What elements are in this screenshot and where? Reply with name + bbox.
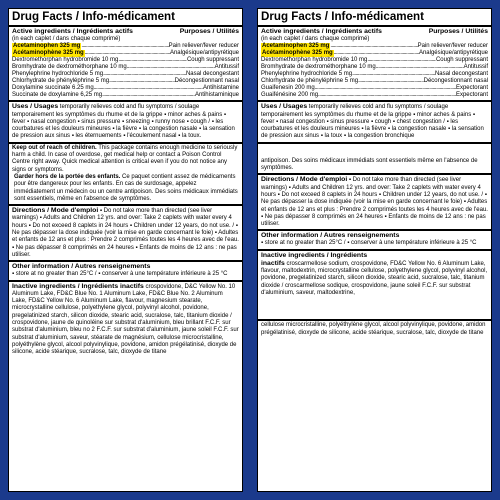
active-ingredient-row [12,71,239,78]
ingredient-name: Dextromethorphan hydrobromide 10 mg [261,57,368,64]
ingredient-purpose: Nasal decongestant [185,71,239,78]
leader-dots [102,92,195,99]
active-ingredient-row [261,92,488,99]
ingredient-name: Bromhydrate de dextrométhorphane 10 mg [261,64,376,71]
ingredient-purpose: Antihistaminique [194,92,239,99]
ingredient-purpose: Décongestionnant nasal [423,78,488,85]
leader-dots [118,57,187,64]
active-subheading: (in each caplet / dans chaque comprimé) [12,36,121,42]
directions-heading: Directions / Mode d'emploi [261,176,348,184]
uses-section [258,102,491,143]
leader-dots [94,85,203,92]
ingredient-name: Acetaminophen 325 mg [262,43,330,50]
inactive-heading: Inactive ingredients / Ingrédients inactifs [12,282,144,290]
active-ingredient-row [12,78,239,85]
right-drug-facts-panel [257,8,492,492]
active-ingredient-row [261,85,488,92]
ingredient-name: Dextromethorphan hydrobromide 10 mg [12,57,119,64]
inactive-heading-line1: Inactive ingredients / Ingrédients [261,251,368,259]
leader-dots [367,57,436,64]
ingredient-name: Doxylamine succinate 6.25 mg [12,85,94,92]
inactive-continued-section [258,321,491,338]
active-ingredient-row [12,50,239,57]
active-ingredients-section [9,27,242,102]
ingredient-purpose: Pain reliever/fever reducer [417,43,488,50]
ingredient-purpose: Décongestionnant nasal [174,78,239,85]
other-info-section [9,262,242,281]
active-ingredient-row [12,57,239,64]
directions-section [9,206,242,262]
active-ingredient-row [12,85,239,92]
keep-out-text: This package contains enough medicine to seriously harm a child. In case of overdose, get medical help or contact a Poison Control Centre right away. Quick medical attention is critical even if you do not notice any signs or symptoms. [12,144,238,173]
ingredient-purpose: Antihistamine [202,85,239,92]
active-ingredient-row [261,57,488,64]
ingredient-purpose: Antitussif [214,64,239,71]
uses-section [9,102,242,143]
garder-text: Ce paquet contient assez de médicaments pour être dangereux pour les enfants. En cas de surdosage, appelez immédiatement un médecin ou un centre antipoison. Des soins médicaux immédiats sont essentiels, même en l'absence de symptômes. [14,173,238,202]
leader-dots [103,71,186,78]
uses-heading: Uses / Usages [12,103,59,111]
purposes-heading: Purposes / Utilités [179,28,239,35]
ingredient-name: Succinate de doxylamine 6,25 mg [12,92,103,99]
other-info-section [258,231,491,250]
ingredient-purpose: Expectorant [455,85,488,92]
ingredient-purpose: Analgésique/antipyrétique [418,50,488,57]
active-ingredient-row [12,64,239,71]
uses-text: temporarily relieves cold and flu symptoms / soulage temporairement les symptômes du rhume et de la grippe ▪ minor aches & pains ▪ fever ▪ nasal congestion ▪ sinus pressure ▪ sneezing ▪ runny nose ▪ cough / ▪ les courbatures et les douleurs mineures ▪ la fièvre ▪ la congestion nasale ▪ la sensation de pression aux sinus ▪ les éternuements ▪ l'écoulement nasal ▪ la toux. [12,104,235,140]
ingredient-purpose: Pain reliever/fever reducer [168,43,239,50]
ingredient-name: Bromhydrate de dextrométhorphane 10 mg [12,64,127,71]
ingredient-purpose: Nasal decongestant [434,71,488,78]
panel-title: Drug Facts / Info-médicament [258,9,491,27]
active-ingredient-row [261,78,488,85]
other-info-text: ▪ store at no greater than 25°C / ▪ conserver à une température inférieure à 25 °C [261,240,477,247]
inactive-text: croscarmellose sodium, crospovidone, FD&C Yellow No. 6 Aluminum Lake, flavour, maltodextrin, microcrystalline cellulose, polyethylene glycol, polyvinyl alcohol, povidone, pregelatinized starch, silicon dioxide, stearic acid, sucralose, talc, titanium dioxide / croscarmellose sodique, crospovidone, jaune soleil F.C.F. sur substrat d'aluminium, saveur, maltodextrine, [261,260,488,296]
ingredient-name: Acetaminophen 325 mg [13,43,81,50]
ingredient-purpose: Antitussif [463,64,488,71]
keep-out-heading: Keep out of reach of children. [12,144,97,151]
active-heading-row [12,28,239,36]
left-drug-facts-panel [8,8,243,492]
garder-heading: Garder hors de la portée des enfants. [14,173,121,180]
active-heading-row [261,28,488,36]
panel-title: Drug Facts / Info-médicament [9,9,242,27]
active-subheading: (in each caplet / dans chaque comprimé) [261,36,370,42]
ingredient-name: Guaifénésine 200 mg [261,92,319,99]
purposes-heading: Purposes / Utilités [428,28,488,35]
active-ingredient-row [12,92,239,99]
ingredient-name: Phenylephrine hydrochloride 5 mg [12,71,104,78]
ingredient-name: Guaifenesin 200 mg [261,85,315,92]
other-info-text: ▪ store at no greater than 25°C / ▪ conserver à une température inférieure à 25 °C [12,271,228,278]
directions-text: ▪ Do not take more than directed (see liver warnings) ▪ Adults and Children 12 yrs. and over: Take 2 caplets with water every 4 hours ▪ Do not exceed 8 caplets in 24 hours ▪ Children under 12 years, do not use. / ▪ Ne pas dépasser la dose indiquée (voir la mise en garde concernant le foie) ▪ Adultes et enfants de 12 ans et plus : Prendre 2 comprimés toutes les 4 heures avec de l'eau. ▪ Ne pas dépasser 8 comprimés en 24 heures ▪ Enfants de moins de 12 ans : ne pas utiliser. [261,177,488,228]
ingredient-name: Acétaminophène 325 mg [262,50,333,57]
other-info-heading: Other information / Autres renseignements [261,232,400,240]
ingredient-name: Phenylephrine hydrochloride 5 mg [261,71,353,78]
active-ingredient-rows [261,43,488,99]
active-ingredient-row [12,43,239,50]
inactive-continued-text: cellulose microcristalline, polyéthylène glycol, alcool polyvinylique, povidone, amidon prégélatinisé, dioxyde de silicone, acide stéarique, sucralose, talc, dioxyde de titane [261,322,486,336]
directions-text: ▪ Do not take more than directed (see liver warnings) ▪ Adults and Children 12 yrs. and over: Take 2 caplets with water every 4 hours ▪ Do not exceed 8 caplets in 24 hours ▪ Children under 12 years, do not use. / ▪ Ne pas dépasser la dose indiquée (voir la mise en garde concernant le foie) ▪ Adultes et enfants de 12 ans et plus : Prendre 2 comprimés toutes les 4 heures avec de l'eau. ▪ Ne pas dépasser 8 comprimés en 24 heures ▪ Enfants de moins de 12 ans : ne pas utiliser. [12,208,239,258]
ingredient-purpose: Analgésique/antipyrétique [169,50,239,57]
active-ingredient-row [261,71,488,78]
ingredient-purpose: Cough suppressant [186,57,239,64]
ingredient-name: Chlorhydrate de phényléphrine 5 mg [261,78,359,85]
ingredient-name: Chlorhydrate de phényléphrine 5 mg [12,78,110,85]
leader-dots [352,71,435,78]
leader-dots [109,78,175,85]
ingredient-purpose: Expectorant [455,92,488,99]
active-ingredients-section [258,27,491,102]
active-ingredient-row [261,43,488,50]
active-ingredient-rows [12,43,239,99]
leader-dots [334,50,419,57]
uses-heading: Uses / Usages [261,103,308,111]
leader-dots [85,50,170,57]
inactive-text: crospovidone, D&C Yellow No. 10 Aluminum Lake, FD&C Blue No. 1 Aluminum Lake, FD&C Blue No. 2 Aluminum Lake, FD&C Yellow No. 6 Aluminum Lake, flavour, magnesium stearate, microcrystalline cellulose, polyethylene glycol, polyvinyl alcohol, povidone, pregelatinized starch, silicon dioxide, stearic acid, sucralose, talc, titanium dioxide / crospovidone, jaune de quinoléine sur substrat d'aluminium, bleu brillant F.C.F. sur substrat d'aluminium, bleu no 2 F.C.F. sur substrat d'aluminium, jaune soleil F.C.F. sur substrat d'aluminium, saveur, stéarate de magnésium, cellulose microcristalline, polyéthylène glycol, alcool polyvinylique, povidone, amidon prégélatinisé, dioxyde de silicone, acide stéarique, sucralose, talc, dioxyde de titane [12,283,239,356]
inactive-heading-line2: inactifs [261,259,285,267]
warnings-section [9,144,242,206]
ingredient-name: Acétaminophène 325 mg [13,50,84,57]
uses-text: temporarily relieves cold and flu symptoms / soulage temporairement les symptômes du rhume et de la grippe ▪ minor aches & pains ▪ fever ▪ nasal congestion ▪ sinus pressure ▪ cough ▪ chest congestion / ▪ les courbatures et les douleurs mineures ▪ la fièvre ▪ la congestion nasale ▪ la sensation de pression aux sinus ▪ la toux ▪ la congestion bronchique [261,104,484,140]
inactive-ingredients-section [9,282,242,358]
directions-section [258,175,491,231]
leader-dots [376,64,464,71]
antipoison-text: antipoison. Des soins médicaux immédiats sont essentiels même en l'absence de symptômes. [261,157,478,172]
leader-dots [127,64,215,71]
inactive-ingredients-section [258,251,491,321]
active-heading: Active ingredients / Ingrédients actifs [261,28,382,35]
leader-dots [358,78,424,85]
active-ingredient-row [261,50,488,57]
leader-dots [318,92,456,99]
leader-dots [315,85,456,92]
leader-dots [330,43,417,50]
warnings-continued-section [258,144,491,176]
directions-heading: Directions / Mode d'emploi [12,207,99,215]
leader-dots [81,43,168,50]
other-info-heading: Other information / Autres renseignements [12,263,151,271]
ingredient-purpose: Cough suppressant [435,57,488,64]
active-heading: Active ingredients / Ingrédients actifs [12,28,133,35]
active-ingredient-row [261,64,488,71]
